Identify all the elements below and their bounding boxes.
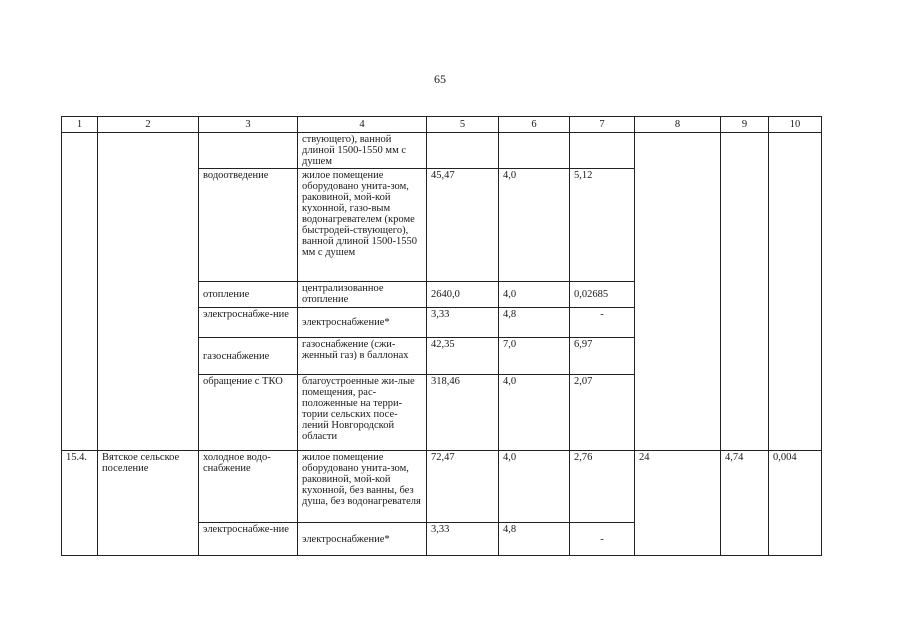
column-header: 1 [62, 117, 98, 133]
header-row [62, 117, 822, 133]
cell-service: обращение с ТКО [199, 375, 298, 451]
column-header: 6 [499, 117, 570, 133]
column-header: 2 [98, 117, 199, 133]
cell-value-10: 0,004 [769, 451, 822, 556]
cell-description: газоснабжение (сжи-женный газ) в баллонах [298, 338, 427, 375]
cell-service: электроснабже-ние [199, 523, 298, 556]
cell-value-7: - [570, 523, 635, 556]
cell-value-8 [635, 133, 721, 451]
cell-description: электроснабжение* [298, 308, 427, 338]
column-header: 4 [298, 117, 427, 133]
cell-value-5: 3,33 [427, 308, 499, 338]
column-header: 8 [635, 117, 721, 133]
cell-number [62, 133, 98, 451]
cell-description: благоустроенные жи-лые помещения, рас-положенные на терри-тории сельских посе-лений Новгородской области [298, 375, 427, 451]
cell-value-6: 4,8 [499, 308, 570, 338]
cell-value-5 [427, 133, 499, 169]
cell-service: холодное водо-снабжение [199, 451, 298, 523]
cell-number: 15.4. [62, 451, 98, 556]
cell-service: водоотведение [199, 169, 298, 282]
table-row [62, 451, 822, 523]
cell-service: отопление [199, 282, 298, 308]
cell-service: газоснабжение [199, 338, 298, 375]
cell-value-5: 42,35 [427, 338, 499, 375]
cell-value-5: 3,33 [427, 523, 499, 556]
cell-value-6: 4,0 [499, 451, 570, 523]
cell-settlement [98, 133, 199, 451]
column-header: 3 [199, 117, 298, 133]
cell-value-6: 4,0 [499, 375, 570, 451]
cell-value-7: 6,97 [570, 338, 635, 375]
cell-service: электроснабже-ние [199, 308, 298, 338]
column-header: 10 [769, 117, 822, 133]
page-number: 65 [434, 72, 446, 86]
cell-description: ствующего), ванной длиной 1500-1550 мм с душем [298, 133, 427, 169]
cell-value-7: 5,12 [570, 169, 635, 282]
cell-value-7 [570, 133, 635, 169]
cell-value-7: 2,07 [570, 375, 635, 451]
cell-value-9: 4,74 [721, 451, 769, 556]
cell-value-6: 4,0 [499, 282, 570, 308]
cell-value-5: 72,47 [427, 451, 499, 523]
cell-value-7: - [570, 308, 635, 338]
cell-value-8: 24 [635, 451, 721, 556]
tariff-table [61, 116, 822, 556]
cell-value-5: 45,47 [427, 169, 499, 282]
cell-value-10 [769, 133, 822, 451]
cell-value-5: 318,46 [427, 375, 499, 451]
cell-settlement: Вятское сельское поселение [98, 451, 199, 556]
column-header: 7 [570, 117, 635, 133]
cell-value-9 [721, 133, 769, 451]
cell-service [199, 133, 298, 169]
table-row [62, 133, 822, 169]
cell-description: жилое помещение оборудовано унита-зом, раковиной, мой-кой кухонной, газо-вым водонагревателем (кроме быстродей-ствующего), ванной длиной 1500-1550 мм с душем [298, 169, 427, 282]
cell-value-6: 4,0 [499, 169, 570, 282]
cell-value-5: 2640,0 [427, 282, 499, 308]
column-header: 5 [427, 117, 499, 133]
cell-description: электроснабжение* [298, 523, 427, 556]
cell-value-7: 2,76 [570, 451, 635, 523]
cell-description: централизованное отопление [298, 282, 427, 308]
cell-value-6 [499, 133, 570, 169]
column-header: 9 [721, 117, 769, 133]
cell-value-6: 4,8 [499, 523, 570, 556]
cell-description: жилое помещение оборудовано унита-зом, раковиной, мой-кой кухонной, без ванны, без душа, без водонагревателя [298, 451, 427, 523]
cell-value-6: 7,0 [499, 338, 570, 375]
cell-value-7: 0,02685 [570, 282, 635, 308]
